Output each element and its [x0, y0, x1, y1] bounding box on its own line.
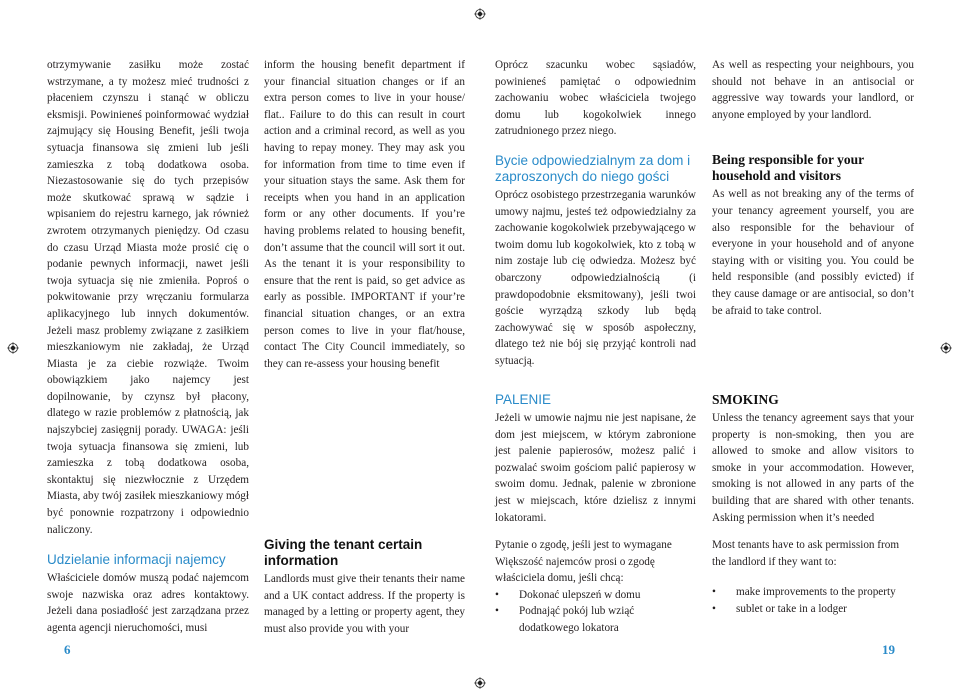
col4-intro-text: As well as respecting your neighbours, you should not behave in an antisocial or aggressive way towards your landlord, or anyone employed by your landlord.: [712, 59, 914, 121]
col4-heading2: SMOKING: [712, 392, 779, 407]
col4-bullet-list: [712, 584, 914, 617]
bullet-icon: •: [495, 588, 499, 601]
col2-main-text: inform the housing benefit department if your financial situation changes or if an extra person comes to live in your house/ flat.. Failure to do this can result in court action and a criminal record, as well as you having to repay money. They may ask you for information from time to time even if your situation stays the same. Ask them for receipts when you hand in an application form or any other documents. If you’re having problems related to housing benefit, don’t assume that the council will sort it out. As the tenant it is your responsibility to ensure that the rent is paid, so get advice as early as possible. IMPORTANT if your’re financial situation changes, or an extra person comes to live in your flat/house, contact The City Council immediately, so they can re-assess your housing benefit: [264, 59, 465, 370]
col3-text1: Oprócz osobistego przestrzegania warunków umowy najmu, jesteś też odpowiedzialny za zachowanie kogokolwiek przebywającego w twoim domu lub kogokolwiek, kto z tobą w nim zostaje lub cię odwiedza. Możesz być obarczony odpowiedzialnością (i prawdopodobnie eksmitowany), jeśli twoi goście wyrządzą szkody lub będą zachowywać się w sposób aspołeczny, dlatego też nie bój się przyjąć kontroli nad sytuacją.: [495, 188, 696, 367]
bullet-icon: •: [712, 586, 716, 599]
col4-heading1: Being responsible for your household and visitors: [712, 152, 864, 184]
left-col2-bottom: [264, 537, 465, 637]
col1-heading: Udzielanie informacji najemcy: [47, 552, 226, 567]
page-number-left: 6: [64, 642, 71, 657]
left-col1-bottom: [47, 552, 249, 636]
col3-heading2: PALENIE: [495, 392, 552, 407]
registration-mark-right-icon: [940, 342, 952, 354]
registration-mark-top-icon: [474, 8, 486, 20]
right-col3-bottom: [495, 537, 696, 637]
col3-bottom-text: Pytanie o zgodę, jeśli jest to wymagane Większość najemców prosi o zgodę właściciela domu, jeśli chcą:: [495, 539, 672, 585]
list-item: • sublet or take in a lodger: [712, 601, 914, 618]
list-item: • Podnająć pokój lub wziąć dodatkowego lokatora: [495, 605, 635, 634]
bullet-icon: •: [495, 605, 499, 618]
list-item: • Dokonać ulepszeń w domu: [495, 587, 696, 604]
left-col2-main: [264, 57, 465, 372]
registration-mark-bottom-icon: [474, 677, 486, 689]
col3-text2: Jeżeli w umowie najmu nie jest napisane, że dom jest miejscem, w którym zabronione jest palenie papierosów, możesz palić i pozwalać swoim gościom palić papierosy w swoim domu. Jednak, palenie w zbronione jest w miejscach, które dzielisz z innymi lokatorami.: [495, 412, 696, 524]
page-number-right: 19: [882, 642, 895, 657]
registration-mark-left-icon: [7, 342, 19, 354]
right-col3-top: [495, 57, 696, 370]
col3-bullet-list: [495, 587, 696, 637]
left-col1-main: [47, 57, 249, 538]
col3-heading1: Bycie odpowiedzialnym za dom i zaproszonych do niego gości: [495, 152, 691, 184]
col4-text1: As well as not breaking any of the terms of your tenancy agreement yourself, you are also responsible for the behaviour of everyone in your household and of anyone staying with or visiting you. You could be held responsible (and possibly evicted) if they cause damage or are antisocial, so don’t be afraid to take control.: [712, 188, 914, 317]
right-col4-top: [712, 57, 914, 319]
col2-heading: Giving the tenant certain information: [264, 537, 423, 568]
col1-bottom-text: Właściciele domów muszą podać najemcom swoje nazwiska oraz adres kontaktowy. Jeżeli dana posiadłość jest zarządzana przez agenta agencji nieruchomości, musi: [47, 572, 249, 634]
col3-intro-text: Oprócz szacunku wobec sąsiadów, powinieneś pamiętać o odpowiednim zachowaniu wobec właściciela twojego domu lub kogokolwiek innego zatrudnionego przez niego.: [495, 59, 696, 138]
list-item: • make improvements to the property: [712, 584, 914, 601]
col4-bottom-text: Most tenants have to ask permission from the landlord if they want to:: [712, 539, 900, 568]
right-col4-bottom: [712, 537, 914, 617]
col1-main-text: otrzymywanie zasiłku może zostać wstrzymane, a ty możesz mieć trudności z płaceniem czynszu i stanąć w obliczu eksmisji. Powinieneś poinformować wydział zajmujący się Housing Benefit, jeśli twoja sytuacja finansowa się zmieni lub jeśli zamieszka z tobą dodatkowa osoba. Niezastosowanie się do tych przepisów może skutkować sprawą w sądzie i wpisaniem do rejestru karnego, jak również zwrotem otrzymanych pieniędzy. Od czasu do czasu Urząd Miasta może prosić cię o podanie pewnych informacji, nawet jeśli twoja sytuacja się nie zmieniła. Poproś o pokwitowanie przy wręczaniu formularza aplikacyjnego lub innych dokumentów. Jeżeli masz problemy związane z zasiłkiem mieszkaniowym nie zakładaj, że Urząd Miasta je za ciebie rozwiąże. Twoim obowiązkiem jako najemcy jest dopilnowanie, by czynsz był płacony, dlatego w razie problemów z płatnością, jak najszybciej zasięgnij porady. UWAGA: jeśli twoja sytuacja finansowa się zmieni, lub zamieszka z tobą dodatkowa osoba, skontaktuj się niezwłocznie z Urzędem Miasta, aby twój zasiłek mieszkaniowy mógł być ponownie rozpatrzony i odpowiednio naliczony.: [47, 59, 249, 536]
col2-bottom-text: Landlords must give their tenants their name and a UK contact address. If the property is managed by a letting or property agent, they must also provide you with your: [264, 573, 465, 635]
bullet-icon: •: [712, 602, 716, 615]
right-col3-middle: [495, 392, 696, 526]
right-col4-middle: [712, 392, 914, 526]
col4-text2: Unless the tenancy agreement says that your property is non-smoking, then you are allowed to smoke and allow visitors to smoke in your accommodation. However, smoking is not allowed in any parts of the building that are shared with other tenants. Asking permission when it’s needed: [712, 412, 914, 524]
